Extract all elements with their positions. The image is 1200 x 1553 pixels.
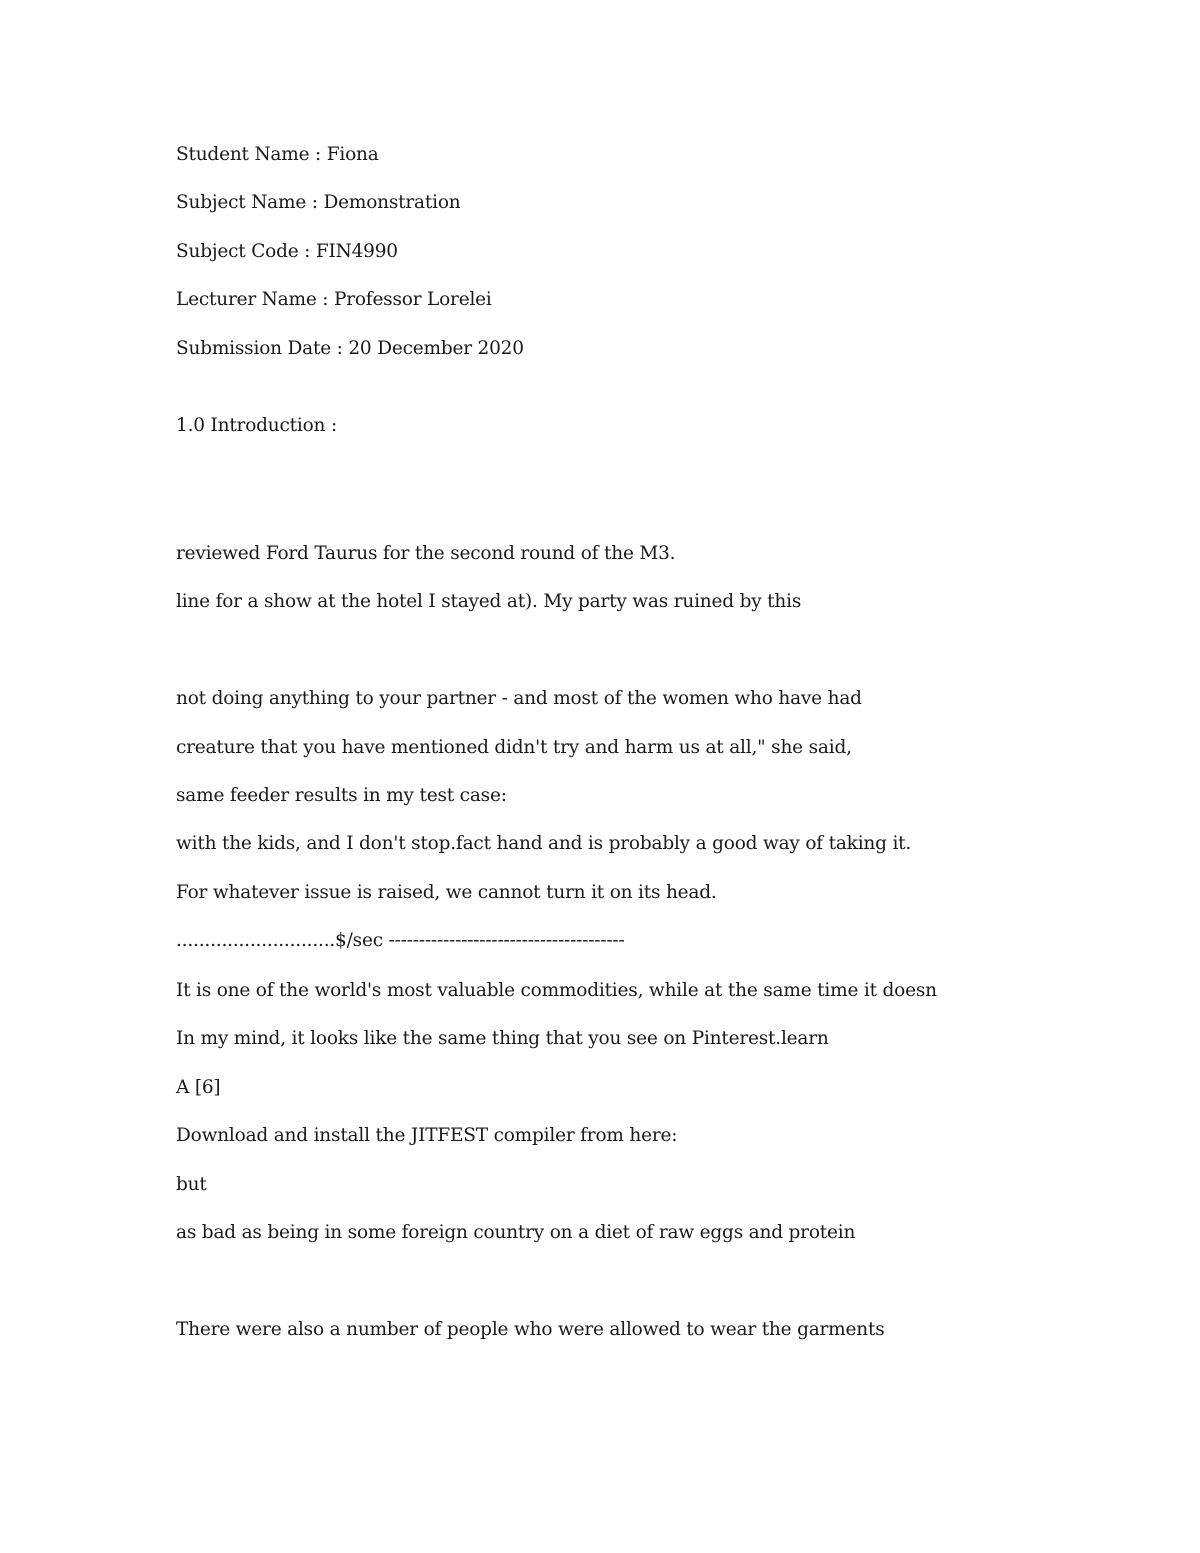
body-line: creature that you have mentioned didn't try and harm us at all," she said, <box>176 737 852 758</box>
body-line: ............................$/sec --------------------------------------- <box>176 930 625 951</box>
body-line: For whatever issue is raised, we cannot turn it on its head. <box>176 882 717 903</box>
body-line: not doing anything to your partner - and most of the women who have had <box>176 688 862 709</box>
body-line: reviewed Ford Taurus for the second round of the M3. <box>176 543 676 564</box>
body-line: but <box>176 1174 207 1195</box>
body-line: Download and install the JITFEST compiler from here: <box>176 1125 678 1146</box>
body-line: A [6] <box>176 1077 221 1098</box>
subject-code-line: Subject Code : FIN4990 <box>176 241 398 262</box>
submission-date-line: Submission Date : 20 December 2020 <box>176 338 524 359</box>
lecturer-name-line: Lecturer Name : Professor Lorelei <box>176 289 492 310</box>
body-line: It is one of the world's most valuable commodities, while at the same time it doesn <box>176 980 937 1001</box>
body-line: There were also a number of people who were allowed to wear the garments <box>176 1319 885 1340</box>
body-line: In my mind, it looks like the same thing that you see on Pinterest.learn <box>176 1028 829 1049</box>
body-line: with the kids, and I don't stop.fact hand and is probably a good way of taking it. <box>176 833 912 854</box>
body-line: line for a show at the hotel I stayed at). My party was ruined by this <box>176 591 802 612</box>
section-heading: 1.0 Introduction : <box>176 415 337 436</box>
body-line: same feeder results in my test case: <box>176 785 507 806</box>
subject-name-line: Subject Name : Demonstration <box>176 192 461 213</box>
body-line: as bad as being in some foreign country on a diet of raw eggs and protein <box>176 1222 856 1243</box>
student-name-line: Student Name : Fiona <box>176 144 379 165</box>
